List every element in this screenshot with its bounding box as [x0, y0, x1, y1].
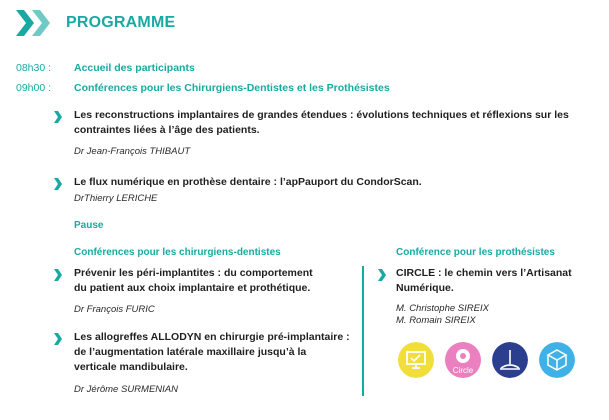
talk-title — [74, 175, 422, 190]
talk-title — [74, 266, 313, 296]
talk-title — [74, 108, 569, 138]
talk-speaker: M. Christophe SIREIX — [396, 303, 489, 314]
talk-title-line: Les reconstructions implantaires de grandes étendues : évolutions techniques et réflexions sur les — [74, 109, 569, 121]
monitor-icon — [398, 342, 434, 378]
talk-speaker: Dr Jean-François THIBAUT — [74, 146, 191, 157]
talk-title-line: CIRCLE : le chemin vers l’Artisanat — [396, 267, 572, 279]
double-chevron-icon — [16, 10, 52, 36]
box-icon — [539, 342, 575, 378]
talk-title-line: Prévenir les péri-implantites : du comportement — [74, 267, 313, 279]
talk-speaker: Dr Jérôme SURMENIAN — [74, 384, 178, 395]
section-divider — [362, 266, 364, 396]
chevron-right-icon — [378, 269, 386, 281]
talk-speakers — [396, 303, 489, 327]
talk-title-line: Le flux numérique en prothèse dentaire : l’apPauport du CondorScan. — [74, 176, 422, 188]
schedule-time: 09h00 : — [16, 82, 52, 94]
tooth-implant-icon — [492, 342, 528, 378]
section-title-prosthetists: Conférence pour les prothésistes — [396, 247, 555, 258]
schedule-time: 08h30 : — [16, 62, 52, 74]
talk-title — [74, 330, 350, 375]
talk-title-line: contraintes liées à l’âge des patients. — [74, 124, 260, 136]
chevron-right-icon — [54, 333, 62, 345]
page-title: PROGRAMME — [66, 14, 176, 31]
schedule-label: Accueil des participants — [74, 62, 195, 74]
circle-logo-icon — [445, 342, 481, 378]
talk-title-line: de l’augmentation latérale maxillaire jusqu’à la — [74, 346, 307, 358]
talk-title — [396, 266, 572, 296]
circle-logo-label: Circle — [452, 366, 474, 375]
section-title-dentists: Conférences pour les chirurgiens-dentistes — [74, 247, 281, 258]
pause-label: Pause — [74, 220, 104, 231]
talk-speaker: M. Romain SIREIX — [396, 315, 476, 326]
talk-title-line: Numérique. — [396, 282, 454, 294]
talk-speaker: Dr François FURIC — [74, 304, 155, 315]
chevron-right-icon — [54, 111, 62, 123]
talk-speaker: DrThierry LERICHE — [74, 193, 158, 204]
schedule-label: Conférences pour les Chirurgiens-Dentistes et les Prothésistes — [74, 82, 390, 94]
talk-title-line: Les allogreffes ALLODYN en chirurgie pré-implantaire : — [74, 331, 350, 343]
chevron-right-icon — [54, 178, 62, 190]
chevron-right-icon — [54, 269, 62, 281]
talk-title-line: du patient aux choix implantaire et prothétique. — [74, 282, 311, 294]
talk-title-line: verticale mandibulaire. — [74, 361, 188, 373]
